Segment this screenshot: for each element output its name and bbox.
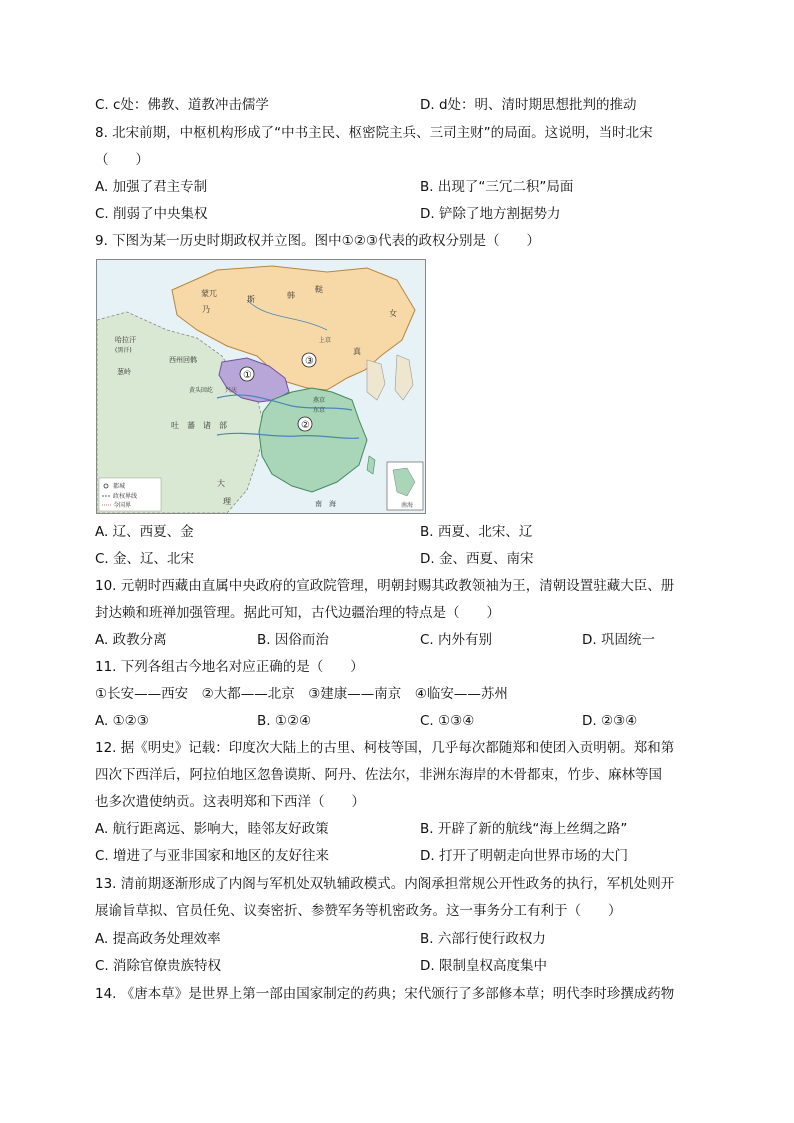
label-heihan: (黑汗) — [115, 347, 132, 354]
q9-option-d: D. 金、西夏、南宋 — [420, 551, 534, 567]
q8-option-c: C. 削弱了中央集权 — [95, 206, 208, 222]
label-tatar: 鞑 — [315, 285, 323, 294]
q14-stem-line1: 14. 《唐本草》是世界上第一部由国家制定的药典；宋代颁行了多部修本草；明代李时珍撰成药物 — [95, 986, 675, 1002]
q12-stem-line1: 12. 据《明史》记载：印度次大陆上的古里、柯枝等国，几乎每次都随郑和使团入贡明朝。郑和第 — [95, 740, 675, 756]
q10-option-c: C. 内外有别 — [420, 632, 493, 648]
q11-option-b: B. ①②④ — [257, 713, 312, 729]
label-xizhou: 西州回鹘 — [169, 356, 197, 364]
q8-stem-line2: （ ） — [95, 152, 149, 168]
legend-capital: 都城 — [113, 483, 126, 490]
marker-1: ① — [243, 370, 252, 381]
map-svg — [97, 260, 425, 513]
q10-stem-line2: 封达赖和班禅加强管理。据此可知，古代边疆治理的特点是（ ） — [95, 605, 500, 621]
q8-option-b: B. 出现了“三冗二积”局面 — [420, 179, 574, 195]
q10-option-b: B. 因俗而治 — [257, 632, 329, 648]
q10-stem-line1: 10. 元朝时西藏由直属中央政府的宣政院管理，明朝封赐其政教领袖为王，清朝设置驻藏大臣、册 — [95, 578, 675, 594]
q9-option-b: B. 西夏、北宋、辽 — [420, 524, 533, 540]
q8-stem-line1: 8. 北宋前期，中枢机构形成了“中书主民、枢密院主兵、三司主财”的局面。这说明，当时北宋 — [95, 125, 653, 141]
q13-option-c: C. 消除官僚贵族特权 — [95, 958, 222, 974]
label-li: 理 — [223, 497, 231, 506]
q12-option-c: C. 增进了与亚非国家和地区的友好往来 — [95, 848, 330, 864]
label-xingqing: 兴庆 — [225, 387, 238, 394]
label-nv: 女 — [389, 309, 397, 318]
marker-3: ③ — [305, 356, 314, 367]
q12-option-b: B. 开辟了新的航线“海上丝绸之路” — [420, 821, 628, 837]
label-xiling: 葱岭 — [117, 368, 131, 376]
label-kesi: 斯 — [247, 295, 255, 304]
q11-option-a: A. ①②③ — [95, 713, 149, 729]
q13-stem-line2: 展谕旨草拟、官员任免、议奏密折、参赞军务等机密政务。这一事务分工有利于（ ） — [95, 903, 622, 919]
label-dongjing: 东京 — [313, 407, 326, 414]
legend-nation: 今国界 — [113, 502, 132, 509]
label-zhen: 真 — [353, 347, 361, 356]
historical-map — [96, 259, 426, 514]
map-inset-label: 南海 — [401, 502, 414, 509]
label-yanjing: 燕京 — [313, 397, 326, 404]
q9-stem: 9. 下图为某一历史时期政权并立图。图中①②③代表的政权分别是（ ） — [95, 233, 540, 249]
label-dali: 大 — [217, 479, 225, 488]
q7-option-d: D. d处：明、清时期思想批判的推动 — [420, 97, 637, 113]
label-tubo: 吐 蕃 诸 部 — [171, 421, 227, 430]
q12-stem-line3: 也多次遣使纳贡。这表明郑和下西洋（ ） — [95, 794, 365, 810]
marker-2: ② — [301, 420, 310, 431]
q13-option-d: D. 限制皇权高度集中 — [420, 958, 547, 974]
label-shangjing: 上京 — [319, 337, 332, 344]
q12-option-a: A. 航行距离远、影响大，睦邻友好政策 — [95, 821, 329, 837]
q13-option-b: B. 六部行使行政权力 — [420, 931, 546, 947]
q13-option-a: A. 提高政务处理效率 — [95, 931, 221, 947]
legend-border: 政权界线 — [113, 493, 138, 500]
label-wuguzhe: 韩 — [287, 291, 295, 300]
label-diebie: 乃 — [202, 305, 210, 314]
q11-items: ①长安——西安 ②大都——北京 ③建康——南京 ④临安——苏州 — [95, 686, 508, 702]
label-mengwu: 蒙兀 — [201, 289, 217, 298]
q12-stem-line2: 四次下西洋后，阿拉伯地区忽鲁谟斯、阿丹、佐法尔，非洲东海岸的木骨都束，竹步、麻林等国 — [95, 767, 662, 783]
q9-option-c: C. 金、辽、北宋 — [95, 551, 195, 567]
q12-option-d: D. 打开了明朝走向世界市场的大门 — [420, 848, 628, 864]
q11-option-c: C. ①③④ — [420, 713, 475, 729]
q9-option-a: A. 辽、西夏、金 — [95, 524, 194, 540]
q7-option-c: C. c处：佛教、道教冲击儒学 — [95, 97, 269, 113]
q10-option-a: A. 政教分离 — [95, 632, 167, 648]
label-huangtou: 黄头回纥 — [189, 387, 214, 394]
q8-option-d: D. 铲除了地方割据势力 — [420, 206, 561, 222]
label-nanhai: 南 海 — [315, 500, 336, 508]
label-kara: 哈拉汗 — [115, 336, 136, 344]
q11-stem: 11. 下列各组古今地名对应正确的是（ ） — [95, 659, 364, 675]
q11-option-d: D. ②③④ — [582, 713, 638, 729]
q8-option-a: A. 加强了君主专制 — [95, 179, 208, 195]
q13-stem-line1: 13. 清前期逐渐形成了内阁与军机处双轨辅政模式。内阁承担常规公开性政务的执行，军机处则开 — [95, 876, 675, 892]
q10-option-d: D. 巩固统一 — [582, 632, 655, 648]
